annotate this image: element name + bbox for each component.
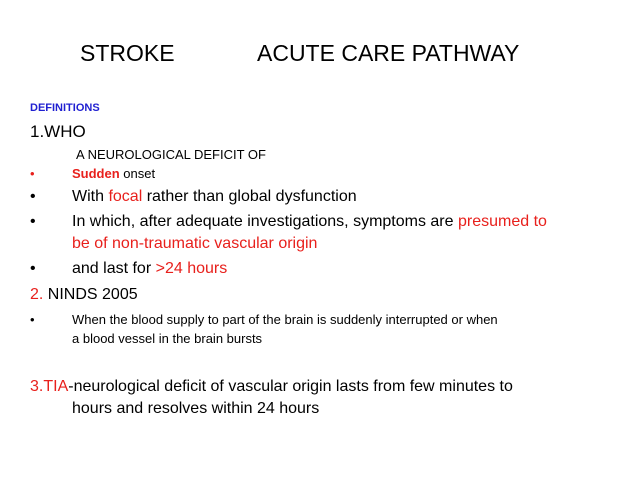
bullet-3: • bbox=[30, 213, 36, 230]
ninds-number: 2. bbox=[30, 286, 44, 303]
bullet-2: • bbox=[30, 188, 36, 205]
sudden-rest: onset bbox=[119, 166, 156, 181]
sudden-highlight: Sudden bbox=[72, 166, 120, 181]
who-subtitle: A NEUROLOGICAL DEFICIT OF bbox=[76, 147, 266, 162]
bullet-5: • bbox=[30, 312, 35, 327]
bullet-1: • bbox=[30, 166, 35, 181]
tia-text-1: -neurological deficit of vascular origin lasts from few minutes to bbox=[68, 378, 513, 395]
ninds-line-1: When the blood supply to part of the brain is suddenly interrupted or when bbox=[72, 312, 498, 327]
ninds-label: NINDS 2005 bbox=[43, 286, 138, 303]
who-bullet-sudden bbox=[72, 166, 155, 181]
duration-highlight: >24 hours bbox=[155, 260, 228, 277]
definitions-label: DEFINITIONS bbox=[30, 102, 100, 114]
who-heading: 1.WHO bbox=[30, 122, 86, 141]
investigations-pre: In which, after adequate investigations, symptoms are bbox=[72, 213, 458, 230]
vascular-origin-highlight: be of non-traumatic vascular origin bbox=[72, 235, 318, 252]
presumed-highlight: presumed to bbox=[457, 213, 547, 230]
tia-line-1 bbox=[30, 378, 513, 396]
focal-pre: With bbox=[72, 188, 109, 205]
title-stroke: STROKE bbox=[80, 40, 175, 66]
bullet-4: • bbox=[30, 260, 36, 277]
tia-label: 3.TIA bbox=[30, 378, 69, 395]
tia-line-2: hours and resolves within 24 hours bbox=[72, 400, 320, 417]
duration-pre: and last for bbox=[72, 260, 156, 277]
slide-title bbox=[0, 40, 638, 70]
who-bullet-duration bbox=[72, 260, 227, 278]
ninds-line-2: a blood vessel in the brain bursts bbox=[72, 331, 263, 346]
who-bullet-focal bbox=[72, 188, 357, 206]
ninds-heading bbox=[30, 286, 138, 304]
focal-post: rather than global dysfunction bbox=[142, 188, 357, 205]
title-pathway: ACUTE CARE PATHWAY bbox=[257, 40, 520, 66]
who-bullet-investigations bbox=[72, 213, 547, 231]
focal-highlight: focal bbox=[108, 188, 143, 205]
